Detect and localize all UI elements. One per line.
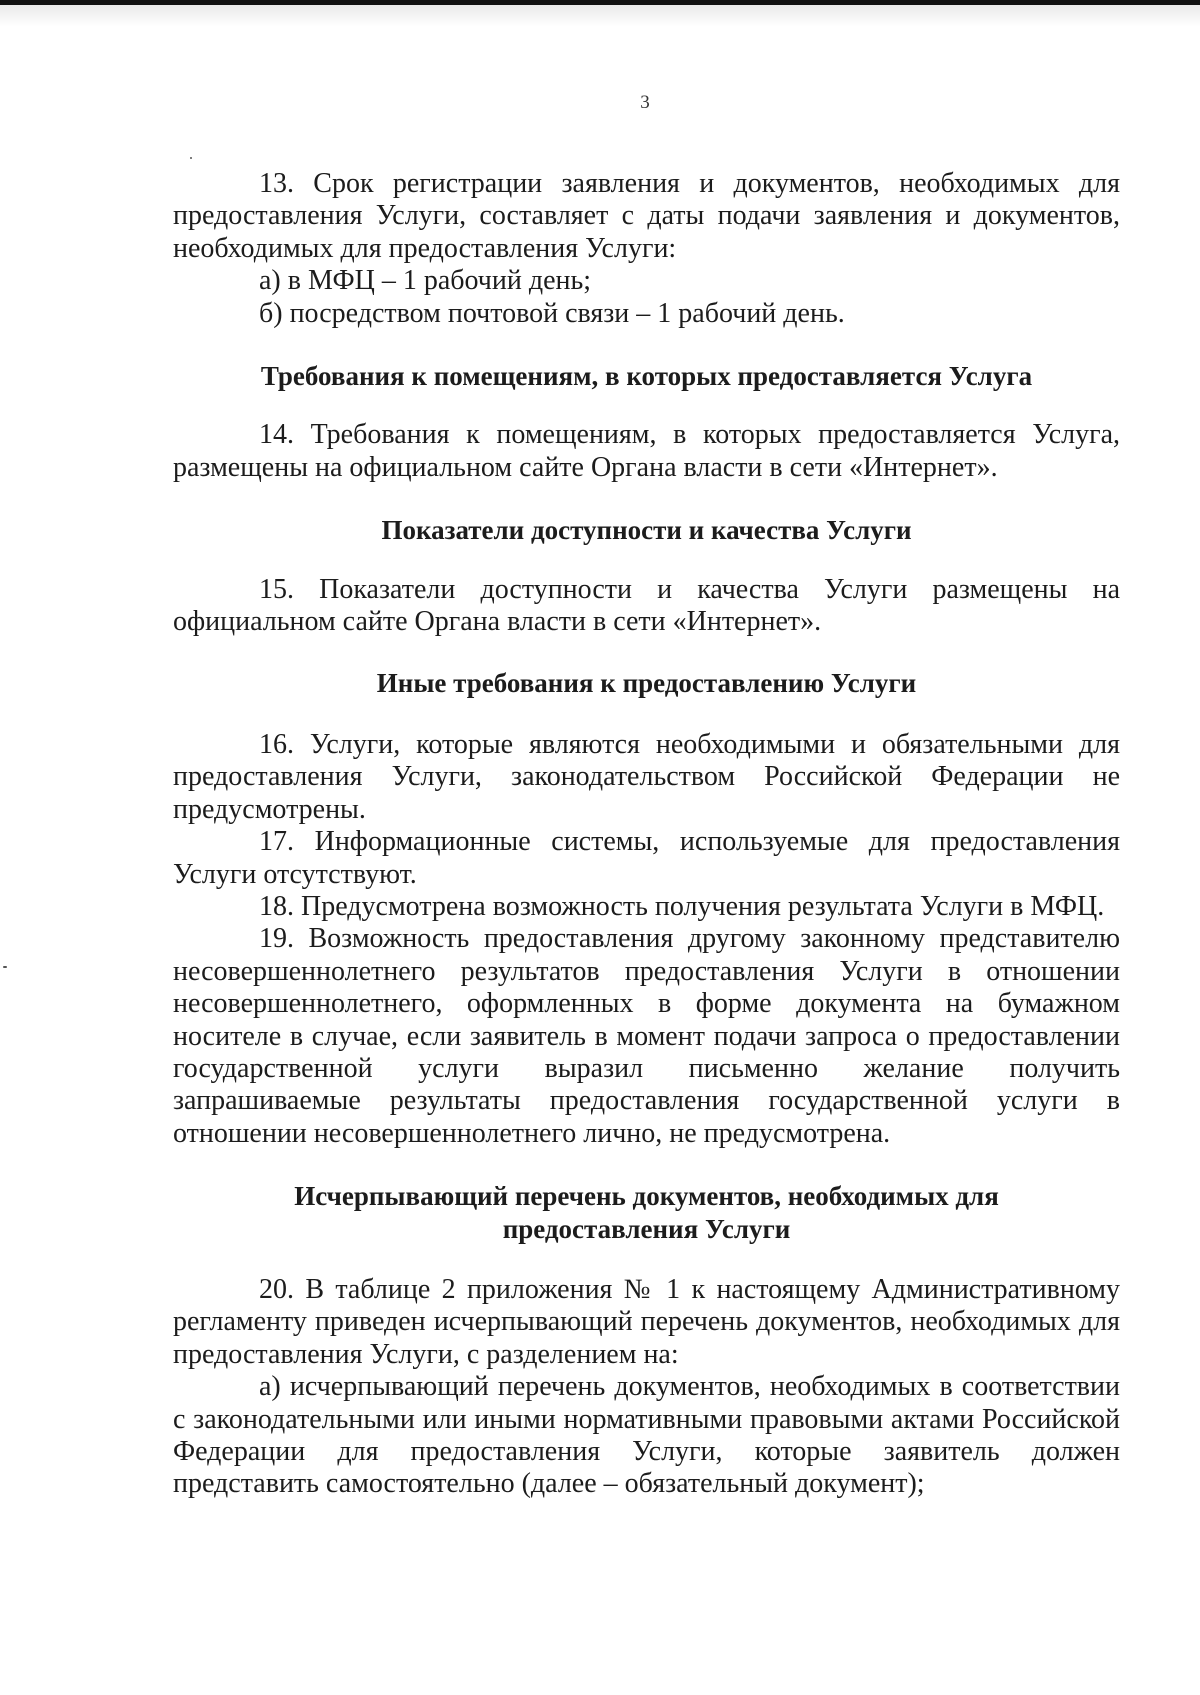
section-heading: Иные требования к предоставлению Услуги <box>376 668 917 699</box>
section-heading <box>173 1180 1120 1245</box>
paragraph: 18. Предусмотрена возможность получения результата Услуги в МФЦ. <box>259 890 1105 922</box>
list-item: а) в МФЦ – 1 рабочий день; <box>259 265 592 297</box>
document-body <box>173 168 1120 1501</box>
scan-speck <box>190 157 192 159</box>
paragraph: 14. Требования к помещениям, в которых предоставляется Услуга, размещены на официальном сайте Органа власти в сети «Интернет». <box>173 419 1120 483</box>
list-item: б) посредством почтовой связи – 1 рабочий день. <box>259 297 845 329</box>
paragraph: а) исчерпывающий перечень документов, необходимых в соответствии с законодательными или иными нормативными правовыми актами Российской Федерации для предоставления Услуги, которые заявитель должен представить самостоятельно (далее – обязательный документ); <box>173 1371 1120 1500</box>
paragraph: 19. Возможность предоставления другому законному представителю несовершеннолетнего результатов предоставления Услуги в отношении несовершеннолетнего, оформленных в форме документа на бумажном носителе в случае, если заявитель в момент подачи запроса о предоставлении государственной услуги выразил письменно желание получить запрашиваемые результаты предоставления государственной услуги в отношении несовершеннолетнего лично, не предусмотрена. <box>173 923 1120 1149</box>
paragraph: 20. В таблице 2 приложения № 1 к настоящему Административному регламенту приведен исчерпывающий перечень документов, необходимых для предоставления Услуги, с разделением на: <box>173 1273 1120 1370</box>
scan-speck <box>3 966 7 968</box>
page-number: 3 <box>640 92 650 113</box>
paragraph: 15. Показатели доступности и качества Услуги размещены на официальном сайте Органа власти в сети «Интернет». <box>173 573 1120 638</box>
section-heading: Требования к помещениям, в которых предоставляется Услуга <box>260 361 1033 392</box>
paragraph: 13. Срок регистрации заявления и документов, необходимых для предоставления Услуги, составляет с даты подачи заявления и документов, необходимых для предоставления Услуги: <box>173 168 1120 264</box>
section-heading-line: Исчерпывающий перечень документов, необходимых для <box>294 1181 999 1212</box>
scan-top-shadow <box>0 5 1200 27</box>
section-heading-line: предоставления Услуги <box>502 1213 791 1244</box>
section-heading: Показатели доступности и качества Услуги <box>381 515 912 546</box>
paragraph: 16. Услуги, которые являются необходимыми и обязательными для предоставления Услуги, законодательством Российской Федерации не предусмотрены. <box>173 728 1120 825</box>
paragraph: 17. Информационные системы, используемые для предоставления Услуги отсутствуют. <box>173 826 1120 890</box>
